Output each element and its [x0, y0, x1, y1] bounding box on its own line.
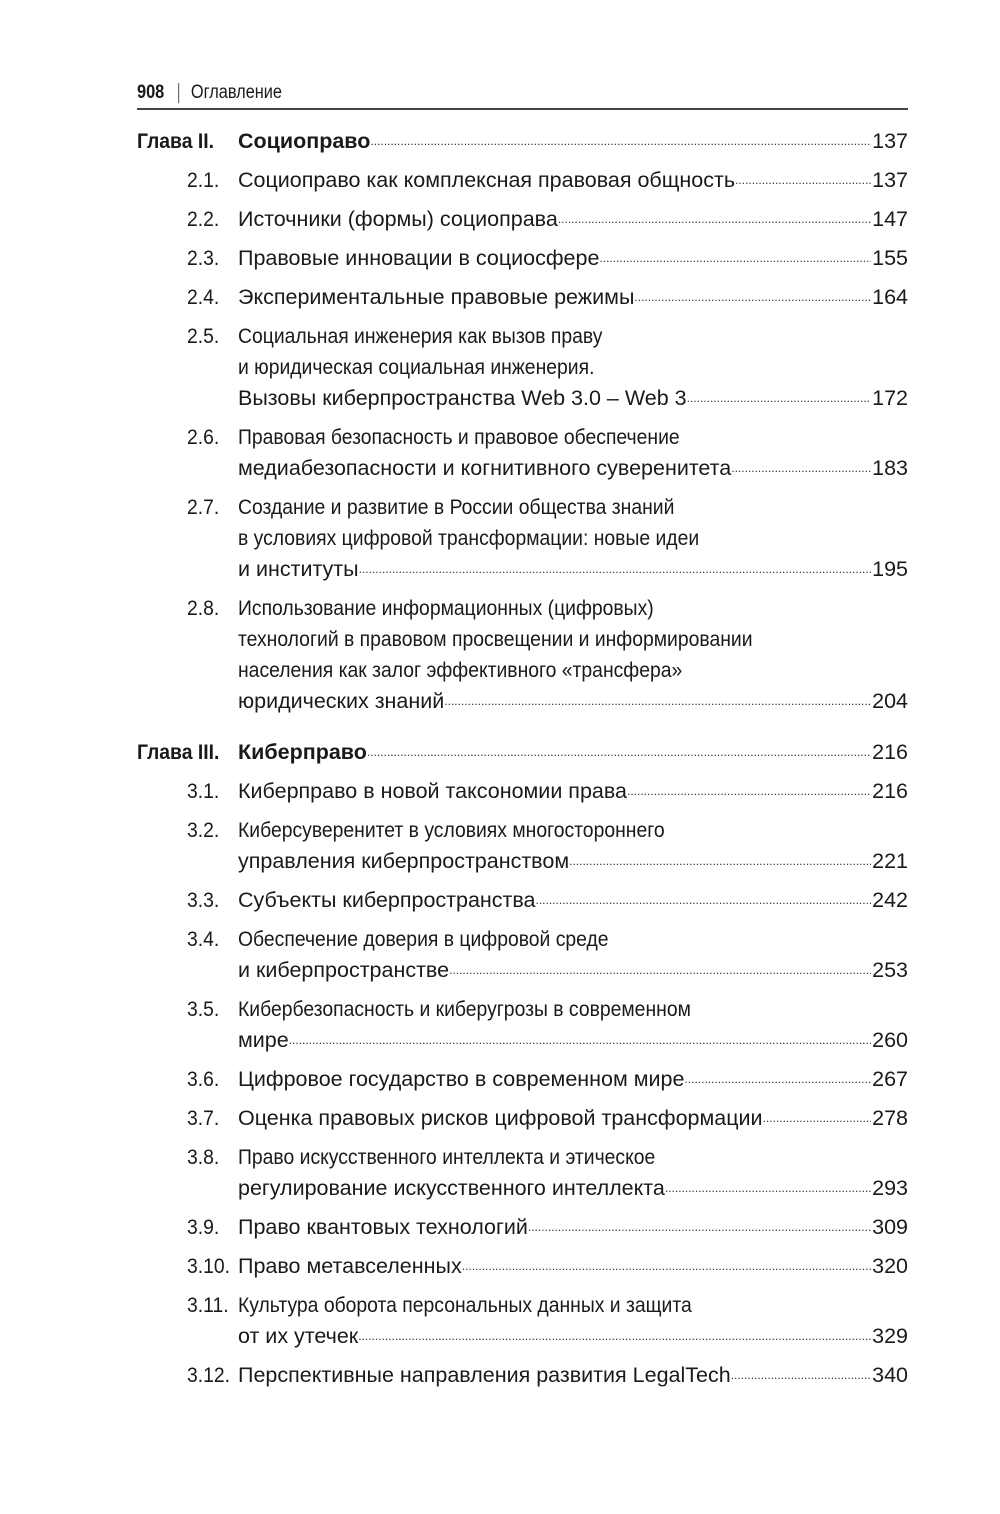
entry-number [137, 126, 238, 157]
entry-title-last-line [238, 885, 908, 916]
toc-section-entry[interactable] [137, 994, 908, 1056]
entry-number-text: Глава III. [137, 740, 220, 764]
entry-number [137, 593, 238, 717]
entry-number [137, 243, 238, 274]
entry-title-last-line [238, 453, 908, 484]
toc-section-entry[interactable] [137, 321, 908, 414]
section-title: Оглавление [190, 82, 283, 103]
entry-gap [137, 235, 908, 243]
entry-number-text: 3.2. [187, 818, 220, 842]
entry-page-number: 267 [872, 1067, 908, 1091]
toc-section-entry[interactable] [137, 885, 908, 916]
entry-title-line [238, 1142, 908, 1173]
entry-gap [137, 807, 908, 815]
entry-title-text: Культура оборота персональных данных и защита [238, 1293, 692, 1317]
entry-gap [137, 484, 908, 492]
entry-title-text: и юридическая социальная инженерия. [238, 355, 595, 379]
entry-number [137, 924, 238, 986]
entry-page-number: 183 [872, 456, 908, 480]
toc-section-entry[interactable] [137, 204, 908, 235]
entry-title [238, 126, 908, 157]
entry-page-number: 253 [872, 958, 908, 982]
entry-page-number: 309 [872, 1215, 908, 1239]
entry-number-text: 2.6. [187, 425, 220, 449]
entry-title-text: юридических знаний [238, 689, 445, 713]
toc-chapter-entry[interactable] [137, 126, 908, 157]
entry-title-last-line [238, 1212, 908, 1243]
entry-number-text: 3.1. [187, 779, 220, 803]
entry-gap [137, 986, 908, 994]
header-rule [137, 108, 908, 110]
entry-page-number: 329 [872, 1324, 908, 1348]
entry-title [238, 1360, 908, 1391]
entry-title-last-line [238, 282, 908, 313]
entry-title-last-line [238, 1173, 908, 1204]
entry-number-text: 3.9. [187, 1215, 220, 1239]
entry-title-text: Субъекты киберпространства [238, 888, 536, 912]
entry-title-text: в условиях цифровой трансформации: новые идеи [238, 526, 700, 550]
toc-section-entry[interactable] [137, 815, 908, 877]
entry-page-number: 216 [872, 779, 908, 803]
entry-gap [137, 1204, 908, 1212]
entry-gap [137, 1056, 908, 1064]
entry-number [137, 165, 238, 196]
entry-title [238, 593, 908, 717]
dot-leader [289, 1025, 871, 1056]
table-of-contents [137, 126, 908, 1391]
entry-number-text: 3.3. [187, 888, 220, 912]
entry-page-number: 204 [872, 689, 908, 713]
entry-title-last-line [238, 1360, 908, 1391]
dot-leader [665, 1173, 871, 1204]
entry-title-last-line [238, 1103, 908, 1134]
entry-page-number: 293 [872, 1176, 908, 1200]
entry-page-number: 216 [872, 740, 908, 764]
entry-gap [137, 196, 908, 204]
entry-title-line [238, 492, 908, 523]
entry-number [137, 776, 238, 807]
dot-leader [735, 165, 871, 196]
entry-title-text: Правовые инновации в социосфере [238, 246, 600, 270]
entry-gap [137, 1134, 908, 1142]
entry-title-last-line [238, 383, 908, 414]
entry-number [137, 1064, 238, 1095]
entry-title [238, 994, 908, 1056]
entry-title-text: Вызовы киберпространства Web 3.0 – Web 3 [238, 386, 687, 410]
entry-page-number: 155 [872, 246, 908, 270]
page-number: 908 [137, 82, 165, 103]
entry-number [137, 1360, 238, 1391]
entry-title-last-line [238, 776, 908, 807]
entry-page-number: 320 [872, 1254, 908, 1278]
entry-title [238, 282, 908, 313]
entry-gap [137, 274, 908, 282]
dot-leader [462, 1251, 871, 1282]
entry-title-text: регулирование искусственного интеллекта [238, 1176, 665, 1200]
entry-number-text: 3.5. [187, 997, 220, 1021]
entry-gap [137, 916, 908, 924]
entry-title [238, 1290, 908, 1352]
entry-title-text: Правовая безопасность и правовое обеспечение [238, 425, 680, 449]
entry-title-text: и институты [238, 557, 359, 581]
entry-title-line [238, 815, 908, 846]
entry-gap [137, 768, 908, 776]
entry-gap [137, 1352, 908, 1360]
entry-title-text: Право квантовых технологий [238, 1215, 528, 1239]
entry-title-last-line [238, 737, 908, 768]
entry-number-text: Глава II. [137, 129, 214, 153]
entry-gap [137, 414, 908, 422]
entry-number-text: 2.4. [187, 285, 220, 309]
dot-leader [359, 554, 872, 585]
entry-title-line [238, 655, 908, 686]
entry-title-text: технологий в правовом просвещении и информировании [238, 627, 753, 651]
entry-page-number: 137 [872, 129, 908, 153]
entry-number-text: 3.8. [187, 1145, 220, 1169]
entry-gap [137, 313, 908, 321]
entry-number-text: 2.5. [187, 324, 220, 348]
entry-title-text: Обеспечение доверия в цифровой среде [238, 927, 609, 951]
toc-section-entry[interactable] [137, 1103, 908, 1134]
entry-page-number: 137 [872, 168, 908, 192]
dot-leader [367, 737, 871, 768]
dot-leader [536, 885, 872, 916]
entry-number [137, 422, 238, 484]
toc-section-entry[interactable] [137, 1290, 908, 1352]
entry-title-line [238, 924, 908, 955]
entry-number-text: 2.2. [187, 207, 220, 231]
entry-gap [137, 585, 908, 593]
entry-title-line [238, 523, 908, 554]
entry-title-line [238, 994, 908, 1025]
entry-number-text: 2.3. [187, 246, 220, 270]
entry-title-text: Кибербезопасность и киберугрозы в современном [238, 997, 691, 1021]
entry-number [137, 737, 238, 768]
entry-title-line [238, 593, 908, 624]
entry-number [137, 1251, 238, 1282]
dot-leader [731, 453, 871, 484]
dot-leader [358, 1321, 871, 1352]
entry-title-last-line [238, 1251, 908, 1282]
dot-leader [528, 1212, 871, 1243]
entry-title-last-line [238, 126, 908, 157]
entry-title [238, 885, 908, 916]
entry-number [137, 1290, 238, 1352]
entry-title-last-line [238, 1321, 908, 1352]
entry-title-line [238, 624, 908, 655]
entry-title [238, 1064, 908, 1095]
entry-number [137, 321, 238, 414]
entry-gap [137, 1095, 908, 1103]
entry-number [137, 1212, 238, 1243]
entry-number [137, 885, 238, 916]
toc-section-entry[interactable] [137, 243, 908, 274]
entry-title-text: Социальная инженерия как вызов праву [238, 324, 603, 348]
dot-leader [444, 686, 871, 717]
dot-leader [599, 243, 871, 274]
entry-title [238, 1251, 908, 1282]
toc-section-entry[interactable] [137, 1064, 908, 1095]
entry-title-last-line [238, 955, 908, 986]
running-header [137, 80, 282, 106]
dot-leader [687, 383, 872, 414]
entry-number [137, 204, 238, 235]
dot-leader [684, 1064, 871, 1095]
entry-title-last-line [238, 1025, 908, 1056]
entry-title-line [238, 321, 908, 352]
entry-gap [137, 1282, 908, 1290]
entry-title [238, 924, 908, 986]
entry-title-text: мире [238, 1028, 289, 1052]
entry-number-text: 3.11. [187, 1293, 229, 1317]
entry-title-text: Киберправо [238, 740, 367, 764]
toc-section-entry[interactable] [137, 593, 908, 717]
entry-gap [137, 717, 908, 737]
entry-gap [137, 1243, 908, 1251]
entry-page-number: 260 [872, 1028, 908, 1052]
dot-leader [627, 776, 871, 807]
entry-title-last-line [238, 204, 908, 235]
entry-title-text: Использование информационных (цифровых) [238, 596, 654, 620]
entry-title-text: и киберпространстве [238, 958, 450, 982]
entry-title-text: Цифровое государство в современном мире [238, 1067, 685, 1091]
entry-title-line [238, 352, 908, 383]
entry-number [137, 1142, 238, 1204]
toc-section-entry[interactable] [137, 492, 908, 585]
header-separator [178, 83, 179, 103]
toc-chapter-entry[interactable] [137, 737, 908, 768]
dot-leader [634, 282, 871, 313]
entry-title-text: Источники (формы) социоправа [238, 207, 558, 231]
entry-title-last-line [238, 1064, 908, 1095]
entry-title-text: от их утечек [238, 1324, 359, 1348]
entry-title-text: Экспериментальные правовые режимы [238, 285, 635, 309]
entry-title-text: Право метавселенных [238, 1254, 462, 1278]
entry-number-text: 2.8. [187, 596, 220, 620]
entry-page-number: 221 [872, 849, 908, 873]
entry-page-number: 172 [872, 386, 908, 410]
entry-number [137, 492, 238, 585]
entry-gap [137, 877, 908, 885]
dot-leader [558, 204, 871, 235]
entry-number-text: 3.10. [187, 1254, 231, 1278]
entry-title-last-line [238, 165, 908, 196]
dot-leader [569, 846, 871, 877]
entry-title-line [238, 422, 908, 453]
entry-number-text: 2.7. [187, 495, 220, 519]
entry-title-last-line [238, 686, 908, 717]
entry-number [137, 815, 238, 877]
toc-section-entry[interactable] [137, 1360, 908, 1391]
entry-title [238, 204, 908, 235]
entry-number [137, 282, 238, 313]
dot-leader [731, 1360, 871, 1391]
dot-leader [449, 955, 871, 986]
toc-section-entry[interactable] [137, 1251, 908, 1282]
entry-title-text: Социоправо как комплексная правовая общность [238, 168, 736, 192]
entry-page-number: 195 [872, 557, 908, 581]
entry-title [238, 737, 908, 768]
dot-leader [370, 126, 871, 157]
entry-title-text: Создание и развитие в России общества знаний [238, 495, 675, 519]
toc-section-entry[interactable] [137, 165, 908, 196]
entry-number-text: 2.1. [187, 168, 220, 192]
entry-title-text: управления киберпространством [238, 849, 570, 873]
entry-number-text: 3.12. [187, 1363, 231, 1387]
entry-title [238, 1212, 908, 1243]
entry-title [238, 776, 908, 807]
entry-title [238, 165, 908, 196]
entry-title-text: Киберсуверенитет в условиях многостороннего [238, 818, 665, 842]
entry-title [238, 321, 908, 414]
entry-page-number: 147 [872, 207, 908, 231]
entry-page-number: 340 [872, 1363, 908, 1387]
entry-page-number: 278 [872, 1106, 908, 1130]
entry-number-text: 3.4. [187, 927, 220, 951]
entry-title [238, 815, 908, 877]
toc-section-entry[interactable] [137, 422, 908, 484]
entry-title-last-line [238, 243, 908, 274]
entry-number [137, 994, 238, 1056]
entry-number-text: 3.7. [187, 1106, 220, 1130]
dot-leader [763, 1103, 872, 1134]
toc-section-entry[interactable] [137, 924, 908, 986]
entry-gap [137, 157, 908, 165]
entry-title-text: Перспективные направления развития LegalTech [238, 1363, 731, 1387]
entry-title-text: населения как залог эффективного «трансфера» [238, 658, 683, 682]
entry-title-text: Киберправо в новой таксономии права [238, 779, 627, 803]
entry-title-text: Оценка правовых рисков цифровой трансформации [238, 1106, 763, 1130]
entry-title-text: Право искусственного интеллекта и этическое [238, 1145, 656, 1169]
entry-number [137, 1103, 238, 1134]
entry-title [238, 422, 908, 484]
toc-section-entry[interactable] [137, 776, 908, 807]
entry-title-text: медиабезопасности и когнитивного суверенитета [238, 456, 732, 480]
toc-section-entry[interactable] [137, 1142, 908, 1204]
entry-number-text: 3.6. [187, 1067, 220, 1091]
entry-page-number: 164 [872, 285, 908, 309]
entry-title [238, 1103, 908, 1134]
entry-title-last-line [238, 554, 908, 585]
toc-section-entry[interactable] [137, 282, 908, 313]
entry-page-number: 242 [872, 888, 908, 912]
entry-title [238, 492, 908, 585]
entry-title-text: Социоправо [238, 129, 371, 153]
entry-title-line [238, 1290, 908, 1321]
toc-section-entry[interactable] [137, 1212, 908, 1243]
entry-title [238, 243, 908, 274]
entry-title [238, 1142, 908, 1204]
entry-title-last-line [238, 846, 908, 877]
